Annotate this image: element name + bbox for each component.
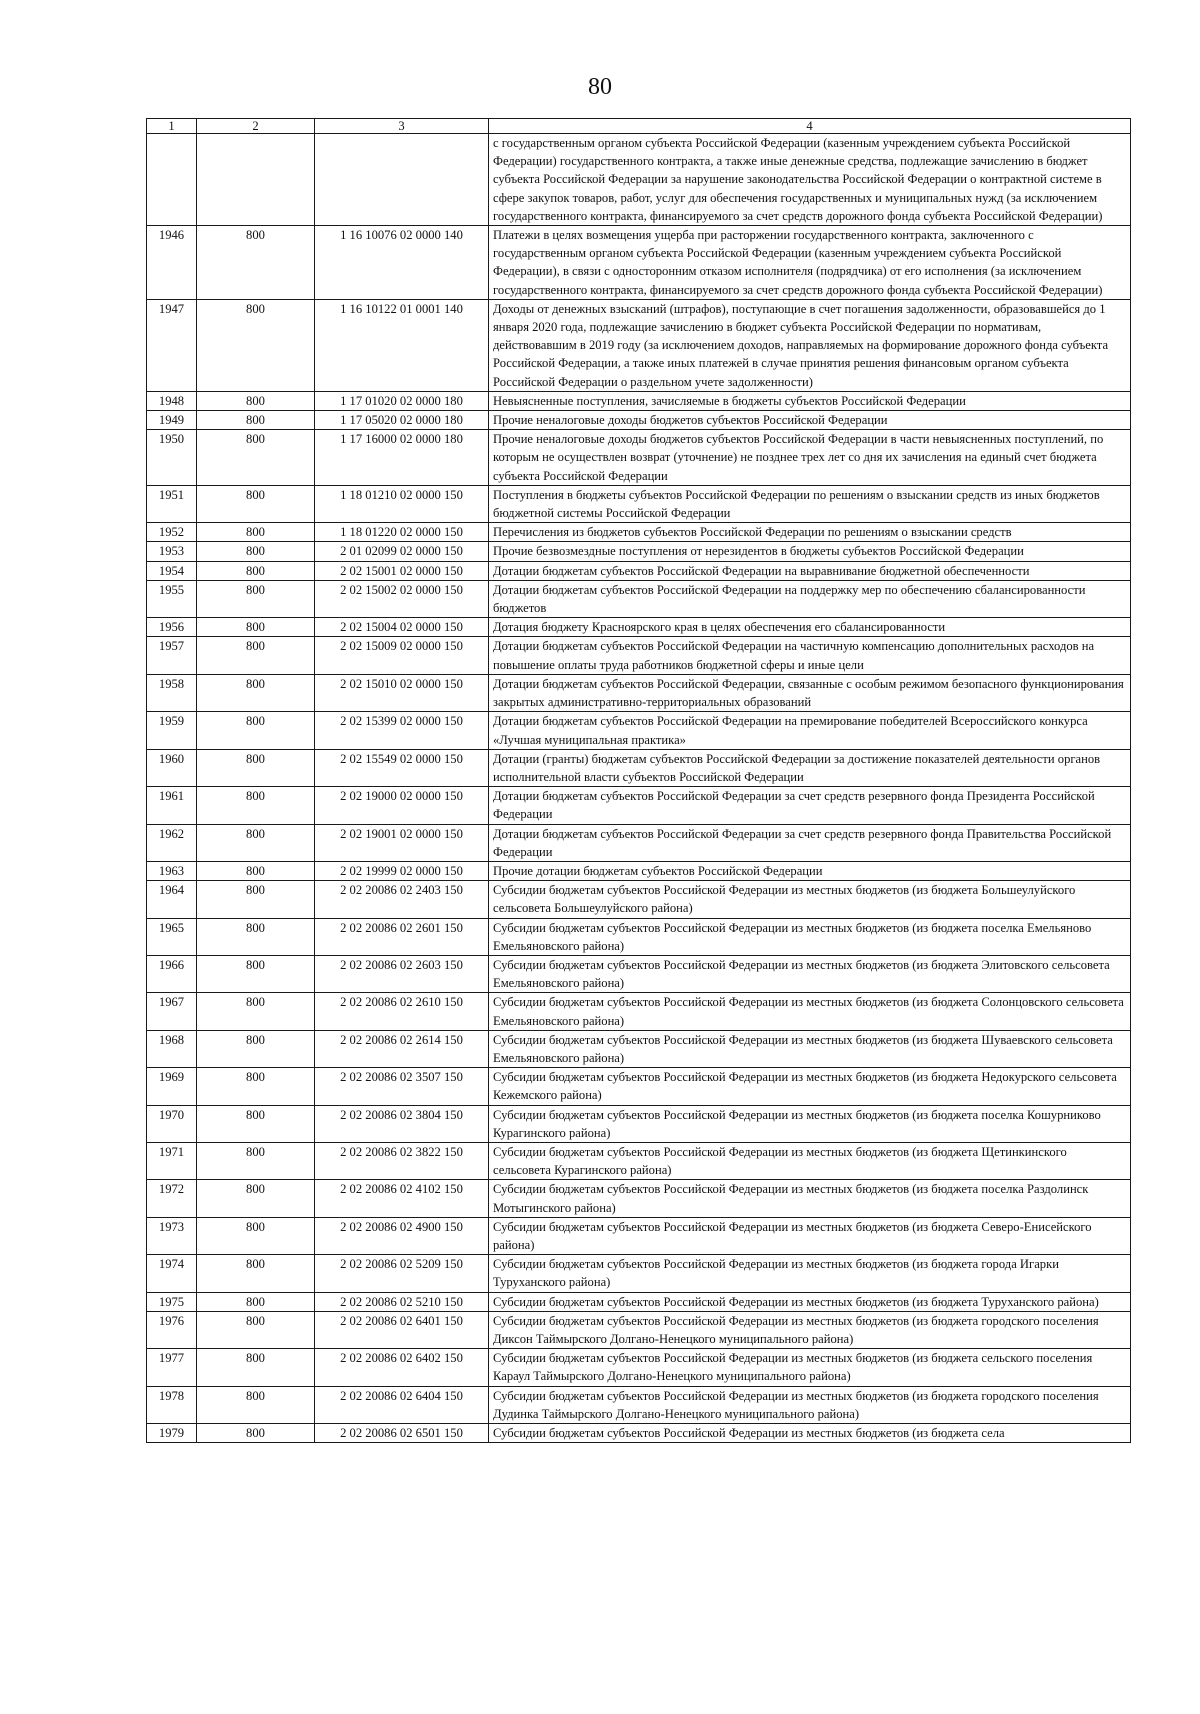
description-cell: Субсидии бюджетам субъектов Российской Федерации из местных бюджетов (из бюджета города Игарки Туруханского района) — [489, 1255, 1131, 1292]
table-row — [147, 1255, 1131, 1292]
table-row — [147, 993, 1131, 1030]
column-header-4: 4 — [489, 119, 1131, 134]
budget-code-cell: 2 02 15009 02 0000 150 — [315, 637, 489, 674]
admin-code-cell: 800 — [197, 391, 315, 410]
admin-code-cell: 800 — [197, 1217, 315, 1254]
admin-code-cell: 800 — [197, 787, 315, 824]
admin-code-cell: 800 — [197, 955, 315, 992]
row-number-cell: 1971 — [147, 1142, 197, 1179]
table-header-row — [147, 119, 1131, 134]
description-cell: Дотация бюджету Красноярского края в целях обеспечения его сбалансированности — [489, 618, 1131, 637]
budget-code-cell: 2 02 19000 02 0000 150 — [315, 787, 489, 824]
description-cell: Дотации бюджетам субъектов Российской Федерации, связанные с особым режимом безопасного функционирования закрытых административно-территориальных образований — [489, 674, 1131, 711]
row-number-cell: 1958 — [147, 674, 197, 711]
admin-code-cell: 800 — [197, 1142, 315, 1179]
table-row — [147, 1292, 1131, 1311]
row-number-cell: 1977 — [147, 1349, 197, 1386]
budget-code-cell: 2 02 20086 02 2610 150 — [315, 993, 489, 1030]
admin-code-cell: 800 — [197, 1030, 315, 1067]
admin-code-cell: 800 — [197, 918, 315, 955]
admin-code-cell: 800 — [197, 824, 315, 861]
table-row — [147, 391, 1131, 410]
description-cell: Прочие неналоговые доходы бюджетов субъектов Российской Федерации — [489, 411, 1131, 430]
admin-code-cell: 800 — [197, 881, 315, 918]
admin-code-cell: 800 — [197, 1105, 315, 1142]
budget-code-cell: 1 18 01210 02 0000 150 — [315, 485, 489, 522]
budget-code-cell: 2 02 15549 02 0000 150 — [315, 749, 489, 786]
budget-code-cell: 2 01 02099 02 0000 150 — [315, 542, 489, 561]
description-cell: Субсидии бюджетам субъектов Российской Федерации из местных бюджетов (из бюджета поселка Раздолинск Мотыгинского района) — [489, 1180, 1131, 1217]
description-cell: Субсидии бюджетам субъектов Российской Федерации из местных бюджетов (из бюджета села — [489, 1424, 1131, 1443]
row-number-cell: 1976 — [147, 1311, 197, 1348]
table-row — [147, 485, 1131, 522]
description-cell: с государственным органом субъекта Российской Федерации (казенным учреждением субъекта Российской Федерации) государственного контракта, а также иные денежные средства, подлежащие зачислению в бюджет субъекта Российской Федерации за нарушение законодательства Российской Федерации о контрактной системе в сфере закупок товаров, работ, услуг для обеспечения государственных и муниципальных нужд (за исключением государственного контракта, финансируемого за счет средств дорожного фонда субъекта Российской Федерации) — [489, 134, 1131, 226]
budget-code-cell: 1 17 16000 02 0000 180 — [315, 430, 489, 486]
budget-code-cell: 1 16 10076 02 0000 140 — [315, 226, 489, 300]
admin-code-cell: 800 — [197, 299, 315, 391]
budget-code-cell: 2 02 15002 02 0000 150 — [315, 580, 489, 617]
table-row — [147, 411, 1131, 430]
admin-code-cell: 800 — [197, 712, 315, 749]
table-row — [147, 637, 1131, 674]
table-row — [147, 1030, 1131, 1067]
table-row — [147, 561, 1131, 580]
row-number-cell: 1950 — [147, 430, 197, 486]
description-cell: Дотации бюджетам субъектов Российской Федерации за счет средств резервного фонда Президента Российской Федерации — [489, 787, 1131, 824]
row-number-cell: 1961 — [147, 787, 197, 824]
table-row — [147, 881, 1131, 918]
table-row — [147, 1180, 1131, 1217]
budget-code-cell: 1 17 01020 02 0000 180 — [315, 391, 489, 410]
description-cell: Прочие дотации бюджетам субъектов Российской Федерации — [489, 861, 1131, 880]
admin-code-cell: 800 — [197, 580, 315, 617]
table-row — [147, 1311, 1131, 1348]
admin-code-cell: 800 — [197, 674, 315, 711]
budget-code-cell: 2 02 20086 02 3507 150 — [315, 1068, 489, 1105]
row-number-cell: 1959 — [147, 712, 197, 749]
admin-code-cell: 800 — [197, 637, 315, 674]
row-number-cell: 1964 — [147, 881, 197, 918]
table-row — [147, 749, 1131, 786]
row-number-cell: 1955 — [147, 580, 197, 617]
budget-code-cell: 2 02 20086 02 2403 150 — [315, 881, 489, 918]
row-number-cell: 1966 — [147, 955, 197, 992]
budget-code-cell: 2 02 20086 02 6402 150 — [315, 1349, 489, 1386]
admin-code-cell: 800 — [197, 542, 315, 561]
row-number-cell: 1949 — [147, 411, 197, 430]
description-cell: Дотации бюджетам субъектов Российской Федерации на премирование победителей Всероссийского конкурса «Лучшая муниципальная практика» — [489, 712, 1131, 749]
budget-code-cell: 2 02 19999 02 0000 150 — [315, 861, 489, 880]
table-row — [147, 430, 1131, 486]
admin-code-cell: 800 — [197, 749, 315, 786]
description-cell: Субсидии бюджетам субъектов Российской Федерации из местных бюджетов (из бюджета Северо-Енисейского района) — [489, 1217, 1131, 1254]
page-number: 80 — [588, 74, 612, 100]
budget-code-cell: 1 17 05020 02 0000 180 — [315, 411, 489, 430]
budget-code-cell: 2 02 20086 02 6404 150 — [315, 1386, 489, 1423]
admin-code-cell: 800 — [197, 1068, 315, 1105]
description-cell: Дотации бюджетам субъектов Российской Федерации за счет средств резервного фонда Правительства Российской Федерации — [489, 824, 1131, 861]
row-number-cell: 1970 — [147, 1105, 197, 1142]
budget-code-cell: 1 18 01220 02 0000 150 — [315, 523, 489, 542]
table-row — [147, 787, 1131, 824]
table-row — [147, 523, 1131, 542]
row-number-cell: 1962 — [147, 824, 197, 861]
table-row — [147, 1105, 1131, 1142]
table-row — [147, 1386, 1131, 1423]
description-cell: Субсидии бюджетам субъектов Российской Федерации из местных бюджетов (из бюджета Шуваевского сельсовета Емельяновского района) — [489, 1030, 1131, 1067]
budget-code-cell: 2 02 15001 02 0000 150 — [315, 561, 489, 580]
admin-code-cell: 800 — [197, 1311, 315, 1348]
admin-code-cell — [197, 134, 315, 226]
description-cell: Дотации бюджетам субъектов Российской Федерации на поддержку мер по обеспечению сбалансированности бюджетов — [489, 580, 1131, 617]
admin-code-cell: 800 — [197, 1349, 315, 1386]
table-row — [147, 618, 1131, 637]
admin-code-cell: 800 — [197, 1292, 315, 1311]
admin-code-cell: 800 — [197, 561, 315, 580]
description-cell: Субсидии бюджетам субъектов Российской Федерации из местных бюджетов (из бюджета Щетинкинского сельсовета Курагинского района) — [489, 1142, 1131, 1179]
description-cell: Платежи в целях возмещения ущерба при расторжении государственного контракта, заключенного с государственным органом субъекта Российской Федерации (казенным учреждением субъекта Российской Федерации), в связи с односторонним отказом исполнителя (подрядчика) от его исполнения (за исключением государственного контракта, финансируемого за счет средств дорожного фонда субъекта Российской Федерации) — [489, 226, 1131, 300]
row-number-cell: 1965 — [147, 918, 197, 955]
row-number-cell: 1953 — [147, 542, 197, 561]
budget-code-cell: 2 02 20086 02 4900 150 — [315, 1217, 489, 1254]
description-cell: Субсидии бюджетам субъектов Российской Федерации из местных бюджетов (из бюджета сельского поселения Караул Таймырского Долгано-Ненецкого муниципального района) — [489, 1349, 1131, 1386]
description-cell: Субсидии бюджетам субъектов Российской Федерации из местных бюджетов (из бюджета Солонцовского сельсовета Емельяновского района) — [489, 993, 1131, 1030]
admin-code-cell: 800 — [197, 1255, 315, 1292]
description-cell: Субсидии бюджетам субъектов Российской Федерации из местных бюджетов (из бюджета городского поселения Диксон Таймырского Долгано-Ненецкого муниципального района) — [489, 1311, 1131, 1348]
table-row — [147, 955, 1131, 992]
budget-code-cell: 2 02 20086 02 6401 150 — [315, 1311, 489, 1348]
table-row — [147, 712, 1131, 749]
budget-code-cell: 2 02 15004 02 0000 150 — [315, 618, 489, 637]
description-cell: Невыясненные поступления, зачисляемые в бюджеты субъектов Российской Федерации — [489, 391, 1131, 410]
column-header-1: 1 — [147, 119, 197, 134]
table-row — [147, 226, 1131, 300]
admin-code-cell: 800 — [197, 226, 315, 300]
row-number-cell: 1957 — [147, 637, 197, 674]
admin-code-cell: 800 — [197, 430, 315, 486]
row-number-cell: 1947 — [147, 299, 197, 391]
column-header-2: 2 — [197, 119, 315, 134]
description-cell: Прочие безвозмездные поступления от нерезидентов в бюджеты субъектов Российской Федерации — [489, 542, 1131, 561]
row-number-cell: 1975 — [147, 1292, 197, 1311]
row-number-cell: 1960 — [147, 749, 197, 786]
table-row — [147, 1424, 1131, 1443]
admin-code-cell: 800 — [197, 411, 315, 430]
description-cell: Субсидии бюджетам субъектов Российской Федерации из местных бюджетов (из бюджета Элитовского сельсовета Емельяновского района) — [489, 955, 1131, 992]
table-row — [147, 542, 1131, 561]
table-row — [147, 1142, 1131, 1179]
row-number-cell: 1973 — [147, 1217, 197, 1254]
admin-code-cell: 800 — [197, 861, 315, 880]
row-number-cell: 1968 — [147, 1030, 197, 1067]
admin-code-cell: 800 — [197, 1180, 315, 1217]
table-row — [147, 861, 1131, 880]
description-cell: Дотации бюджетам субъектов Российской Федерации на частичную компенсацию дополнительных расходов на повышение оплаты труда работников бюджетной сферы и иные цели — [489, 637, 1131, 674]
row-number-cell: 1951 — [147, 485, 197, 522]
description-cell: Поступления в бюджеты субъектов Российской Федерации по решениям о взыскании средств из иных бюджетов бюджетной системы Российской Федерации — [489, 485, 1131, 522]
description-cell: Субсидии бюджетам субъектов Российской Федерации из местных бюджетов (из бюджета Туруханского района) — [489, 1292, 1131, 1311]
budget-code-cell: 2 02 15010 02 0000 150 — [315, 674, 489, 711]
table-row — [147, 674, 1131, 711]
row-number-cell: 1963 — [147, 861, 197, 880]
budget-code-cell: 2 02 20086 02 6501 150 — [315, 1424, 489, 1443]
admin-code-cell: 800 — [197, 993, 315, 1030]
row-number-cell: 1979 — [147, 1424, 197, 1443]
table-row — [147, 824, 1131, 861]
budget-code-cell: 2 02 20086 02 3804 150 — [315, 1105, 489, 1142]
admin-code-cell: 800 — [197, 1386, 315, 1423]
row-number-cell: 1974 — [147, 1255, 197, 1292]
table-row — [147, 1349, 1131, 1386]
table-row — [147, 1217, 1131, 1254]
budget-code-cell — [315, 134, 489, 226]
description-cell: Прочие неналоговые доходы бюджетов субъектов Российской Федерации в части невыясненных поступлений, по которым не осуществлен возврат (уточнение) не позднее трех лет со дня их зачисления на единый счет бюджета субъекта Российской Федерации — [489, 430, 1131, 486]
admin-code-cell: 800 — [197, 485, 315, 522]
budget-code-cell: 2 02 20086 02 3822 150 — [315, 1142, 489, 1179]
budget-code-cell: 2 02 19001 02 0000 150 — [315, 824, 489, 861]
description-cell: Субсидии бюджетам субъектов Российской Федерации из местных бюджетов (из бюджета городского поселения Дудинка Таймырского Долгано-Ненецкого муниципального района) — [489, 1386, 1131, 1423]
description-cell: Субсидии бюджетам субъектов Российской Федерации из местных бюджетов (из бюджета поселка Кошурниково Курагинского района) — [489, 1105, 1131, 1142]
description-cell: Дотации бюджетам субъектов Российской Федерации на выравнивание бюджетной обеспеченности — [489, 561, 1131, 580]
budget-code-cell: 1 16 10122 01 0001 140 — [315, 299, 489, 391]
row-number-cell: 1978 — [147, 1386, 197, 1423]
row-number-cell: 1972 — [147, 1180, 197, 1217]
description-cell: Перечисления из бюджетов субъектов Российской Федерации по решениям о взыскании средств — [489, 523, 1131, 542]
budget-codes-table — [146, 118, 1131, 1443]
admin-code-cell: 800 — [197, 1424, 315, 1443]
budget-code-cell: 2 02 20086 02 2614 150 — [315, 1030, 489, 1067]
table-row — [147, 299, 1131, 391]
table-row — [147, 580, 1131, 617]
table-row — [147, 918, 1131, 955]
budget-code-cell: 2 02 20086 02 5209 150 — [315, 1255, 489, 1292]
description-cell: Доходы от денежных взысканий (штрафов), поступающие в счет погашения задолженности, образовавшейся до 1 января 2020 года, подлежащие зачислению в бюджет субъекта Российской Федерации по нормативам, действовавшим в 2019 году (за исключением доходов, направляемых на формирование дорожного фонда субъекта Российской Федерации, а также иных платежей в случае принятия решения финансовым органом субъекта Российской Федерации о раздельном учете задолженности) — [489, 299, 1131, 391]
description-cell: Субсидии бюджетам субъектов Российской Федерации из местных бюджетов (из бюджета Большеулуйского сельсовета Большеулуйского района) — [489, 881, 1131, 918]
row-number-cell: 1946 — [147, 226, 197, 300]
budget-code-cell: 2 02 20086 02 2601 150 — [315, 918, 489, 955]
column-header-3: 3 — [315, 119, 489, 134]
row-number-cell: 1948 — [147, 391, 197, 410]
admin-code-cell: 800 — [197, 618, 315, 637]
table-row — [147, 1068, 1131, 1105]
row-number-cell: 1952 — [147, 523, 197, 542]
budget-code-cell: 2 02 20086 02 5210 150 — [315, 1292, 489, 1311]
admin-code-cell: 800 — [197, 523, 315, 542]
row-number-cell: 1956 — [147, 618, 197, 637]
row-number-cell: 1969 — [147, 1068, 197, 1105]
row-number-cell — [147, 134, 197, 226]
budget-code-cell: 2 02 20086 02 4102 150 — [315, 1180, 489, 1217]
budget-code-cell: 2 02 20086 02 2603 150 — [315, 955, 489, 992]
budget-code-cell: 2 02 15399 02 0000 150 — [315, 712, 489, 749]
description-cell: Дотации (гранты) бюджетам субъектов Российской Федерации за достижение показателей деятельности органов исполнительной власти субъектов Российской Федерации — [489, 749, 1131, 786]
description-cell: Субсидии бюджетам субъектов Российской Федерации из местных бюджетов (из бюджета поселка Емельяново Емельяновского района) — [489, 918, 1131, 955]
description-cell: Субсидии бюджетам субъектов Российской Федерации из местных бюджетов (из бюджета Недокурского сельсовета Кежемского района) — [489, 1068, 1131, 1105]
row-number-cell: 1967 — [147, 993, 197, 1030]
row-number-cell: 1954 — [147, 561, 197, 580]
table-row — [147, 134, 1131, 226]
